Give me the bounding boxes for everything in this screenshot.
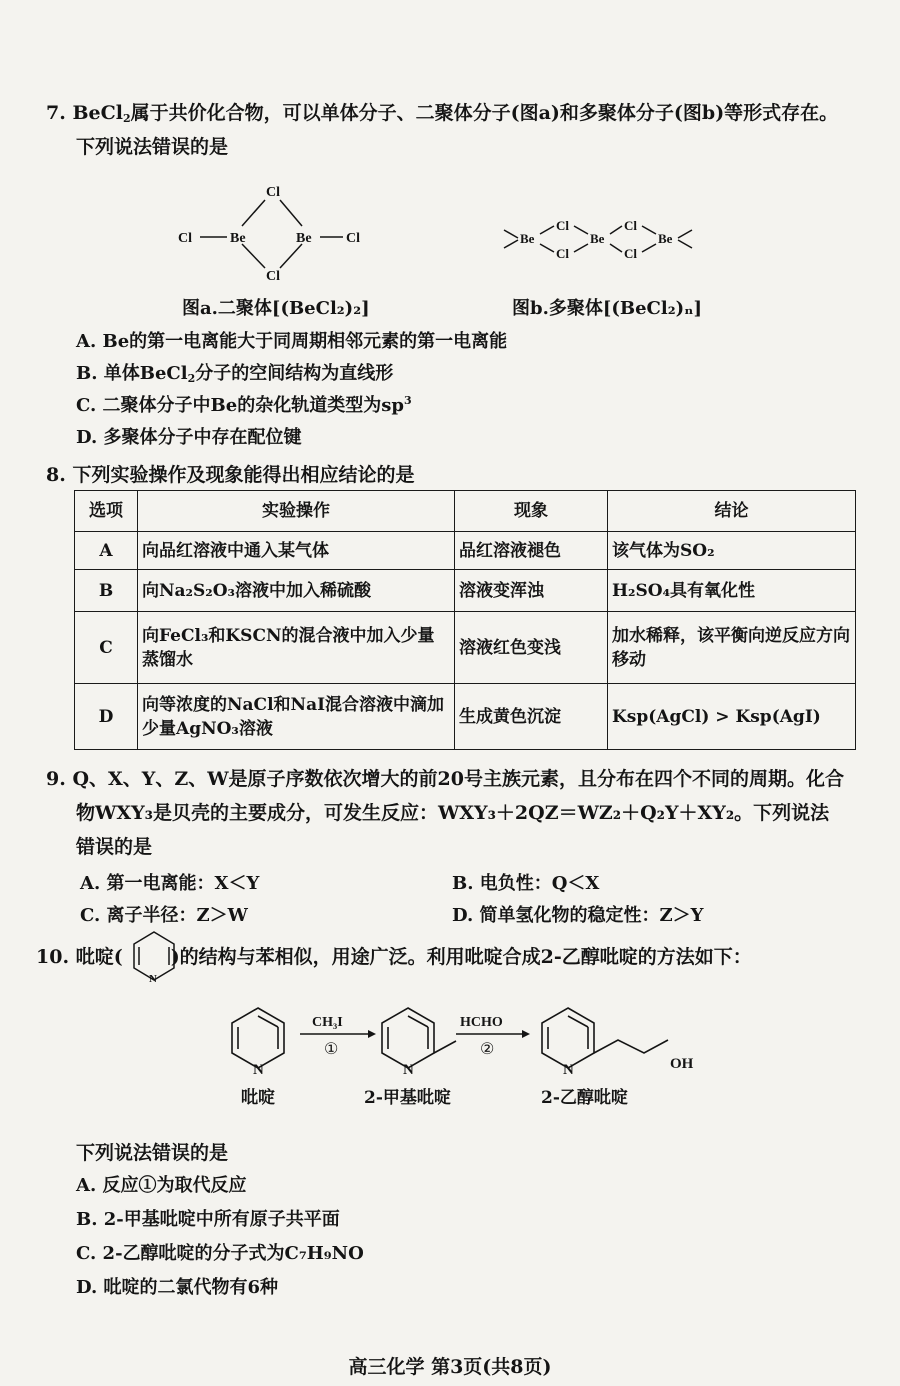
label-2-ethanolpyridine: 2-乙醇吡啶	[541, 1088, 628, 1108]
q8-experiment-table	[74, 490, 856, 750]
q9-option-a: A. 第一电离能：X＜Y	[80, 873, 260, 894]
reagent-2: HCHO	[460, 1015, 503, 1030]
q9-stem-line3: 错误的是	[76, 836, 153, 858]
q7-fig-b-caption: 图b.多聚体[(BeCl₂)ₙ]	[512, 298, 702, 319]
q7-option-b: B. 单体BeCl$_2$分子的空间结构为直线形	[76, 363, 394, 385]
q9-number: 9.	[46, 768, 66, 790]
label-2-methylpyridine: 2-甲基吡啶	[364, 1088, 451, 1108]
poly-be-1: Be	[520, 231, 535, 246]
q7-option-b-part1: B. 单体BeCl	[76, 363, 188, 384]
q10-inline-pyridine-structure	[130, 928, 178, 986]
table-row	[75, 612, 856, 684]
q9-stem-line2: 物WXY₃是贝壳的主要成分，可发生反应：WXY₃＋2QZ＝WZ₂＋Q₂Y＋XY₂。下列说法	[76, 802, 830, 824]
q7-option-c-text: C. 二聚体分子中Be的杂化轨道类型为sp	[76, 395, 404, 416]
arrow-step-1	[300, 1015, 376, 1058]
q9-stem-text-1: Q、X、Y、Z、W是原子序数依次增大的前20号主族元素，且分布在四个不同的周期。化合	[72, 768, 844, 790]
q9-option-c: C. 离子半径：Z＞W	[80, 905, 248, 926]
pyridine-n: N	[253, 1062, 264, 1078]
q10-stem2: 下列说法错误的是	[76, 1142, 229, 1164]
q7-stem-text: 属于共价化合物，可以单体分子、二聚体分子(图a)和多聚体分子(图b)等形式存在。	[130, 102, 839, 124]
methylpyridine-n: N	[403, 1062, 414, 1078]
page-footer: 高三化学 第3页(共8页)	[348, 1356, 552, 1378]
dimer-be-right: Be	[296, 231, 312, 246]
poly-cl-2: Cl	[556, 246, 569, 261]
methylpyridine-ring	[382, 1008, 456, 1068]
dimer-cl-top: Cl	[266, 185, 280, 200]
q9-stem-line1	[46, 766, 844, 792]
q10-option-b: B. 2-甲基吡啶中所有原子共平面	[76, 1209, 340, 1230]
table-row	[75, 570, 856, 612]
q7-stem-line1: 7. BeCl$_2$属于共价化合物，可以单体分子、二聚体分子(图a)和多聚体分子(图b)等形式存在。	[46, 102, 839, 125]
inline-pyridine-n: N	[149, 973, 157, 985]
poly-cl-3: Cl	[624, 218, 637, 233]
row-option: D	[75, 684, 138, 750]
row-phenomenon: 生成黄色沉淀	[455, 684, 608, 750]
q10-stem-part1: 吡啶(	[75, 946, 123, 968]
table-header-option: 选项	[75, 491, 138, 532]
row-phenomenon: 溶液红色变浅	[455, 612, 608, 684]
row-conclusion: 加水稀释，该平衡向逆反应方向移动	[608, 612, 856, 684]
table-header-row	[75, 491, 856, 532]
dimer-cl-right: Cl	[346, 231, 360, 246]
q8-stem	[46, 462, 414, 488]
row-phenomenon: 品红溶液褪色	[455, 532, 608, 570]
row-conclusion: H₂SO₄具有氧化性	[608, 570, 856, 612]
step-1-label: ①	[324, 1041, 339, 1058]
table-row	[75, 684, 856, 750]
poly-cl-4: Cl	[624, 246, 637, 261]
q7-figure-b-polymer	[498, 208, 698, 268]
q10-reaction-scheme	[220, 996, 720, 1086]
row-conclusion: 该气体为SO₂	[608, 532, 856, 570]
q7-option-c: C. 二聚体分子中Be的杂化轨道类型为$sp^3$	[76, 394, 412, 416]
q7-figure-a-dimer	[170, 180, 370, 290]
q7-option-a: A. Be的第一电离能大于同周期相邻元素的第一电离能	[76, 331, 508, 352]
poly-be-2: Be	[590, 231, 605, 246]
q8-stem-text: 下列实验操作及现象能得出相应结论的是	[72, 464, 415, 486]
reagent-1: CH₃I	[312, 1015, 343, 1030]
q9-option-b: B. 电负性：Q＜X	[452, 873, 600, 894]
dimer-cl-bottom: Cl	[266, 269, 280, 284]
ethanolpyridine-n: N	[563, 1062, 574, 1078]
row-operation: 向Na₂S₂O₃溶液中加入稀硫酸	[138, 570, 455, 612]
step-2-label: ②	[480, 1041, 495, 1058]
q10-option-a: A. 反应①为取代反应	[76, 1175, 247, 1196]
dimer-cl-left: Cl	[178, 231, 192, 246]
row-option: A	[75, 532, 138, 570]
poly-cl-1: Cl	[556, 218, 569, 233]
row-option: B	[75, 570, 138, 612]
table-header-operation: 实验操作	[138, 491, 455, 532]
q7-fig-a-caption: 图a.二聚体[(BeCl₂)₂]	[182, 298, 370, 319]
q8-number: 8.	[46, 464, 66, 486]
q7-stem-line2: 下列说法错误的是	[76, 136, 229, 158]
q10-number: 10.	[36, 946, 70, 968]
row-operation: 向品红溶液中通入某气体	[138, 532, 455, 570]
label-pyridine: 吡啶	[241, 1088, 275, 1108]
row-phenomenon: 溶液变浑浊	[455, 570, 608, 612]
dimer-bonds	[200, 200, 343, 268]
table-header-conclusion: 结论	[608, 491, 856, 532]
arrow-step-2	[456, 1015, 530, 1058]
table-header-phenomenon: 现象	[455, 491, 608, 532]
q7-option-b-part2: 分子的空间结构为直线形	[195, 363, 394, 384]
dimer-be-left: Be	[230, 231, 246, 246]
row-operation: 向FeCl₃和KSCN的混合液中加入少量蒸馏水	[138, 612, 455, 684]
row-option: C	[75, 612, 138, 684]
q7-option-d: D. 多聚体分子中存在配位键	[76, 427, 302, 448]
table-row	[75, 532, 856, 570]
q9-option-d: D. 简单氢化物的稳定性：Z＞Y	[452, 905, 704, 926]
pyridine-ring	[232, 1008, 284, 1068]
q10-stem-part2: )的结构与苯相似，用途广泛。利用吡啶合成2-乙醇吡啶的方法如下：	[170, 946, 752, 968]
hydroxyl-label: OH	[670, 1056, 694, 1072]
q7-number: 7.	[46, 102, 66, 124]
row-operation: 向等浓度的NaCl和NaI混合溶液中滴加少量AgNO₃溶液	[138, 684, 455, 750]
ethanolpyridine-ring	[542, 1008, 668, 1068]
q10-option-c: C. 2-乙醇吡啶的分子式为C₇H₉NO	[76, 1243, 364, 1264]
poly-be-3: Be	[658, 231, 673, 246]
q10-option-d: D. 吡啶的二氯代物有6种	[76, 1277, 279, 1298]
q7-stem-formula: BeCl	[72, 102, 123, 124]
row-conclusion: Ksp(AgCl) > Ksp(AgI)	[608, 684, 856, 750]
